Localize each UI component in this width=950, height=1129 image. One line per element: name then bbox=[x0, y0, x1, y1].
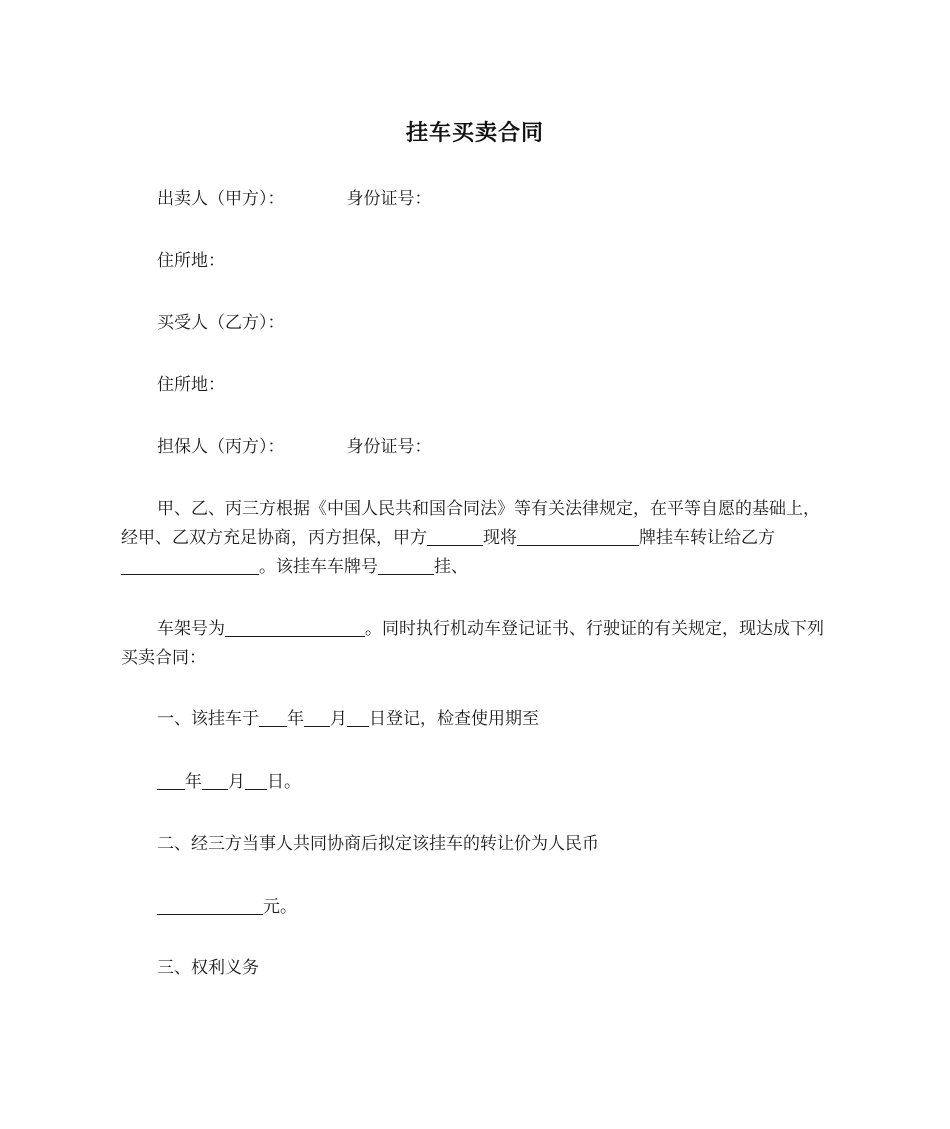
register-day-blank bbox=[347, 708, 369, 727]
buyer-address-line bbox=[157, 373, 225, 397]
seller-name-blank bbox=[427, 527, 483, 546]
clause-3-text: 三、权利义务 bbox=[157, 958, 259, 978]
plate-number-blank bbox=[378, 556, 434, 575]
buyer-line bbox=[157, 311, 285, 335]
contract-title: 挂车买卖合同 bbox=[405, 121, 544, 146]
clause-3-line bbox=[157, 956, 259, 980]
intro-paragraph bbox=[121, 495, 833, 582]
clause-2-amount-line bbox=[157, 895, 297, 919]
expiry-month-blank bbox=[202, 771, 228, 790]
clause-2-text: 二、经三方当事人共同协商后拟定该挂车的转让价为人民币 bbox=[157, 834, 599, 854]
seller-label: 出卖人（甲方）： bbox=[157, 189, 285, 209]
expiry-year-blank bbox=[157, 771, 185, 790]
clause-1-day-suffix: 日登记，检查使用期至 bbox=[369, 709, 539, 729]
seller-line bbox=[157, 187, 432, 211]
frame-paragraph bbox=[121, 615, 833, 673]
buyer-label: 买受人（乙方）： bbox=[157, 313, 285, 333]
intro-text-4: 。该挂车车牌号 bbox=[259, 557, 378, 577]
clause-1-line bbox=[157, 707, 539, 731]
frame-number-blank bbox=[225, 618, 365, 637]
buyer-address-label: 住所地： bbox=[157, 375, 225, 395]
clause-1-end-line bbox=[157, 770, 301, 794]
clause-2-amount-suffix: 元。 bbox=[263, 897, 297, 917]
intro-text-1: 甲、乙、丙三方根据《中国人民共和国合同法》等有关法律规定，在平等自愿的基础上，经甲、乙双方充足协商，丙方担保，甲方 bbox=[121, 499, 820, 548]
expiry-day-blank bbox=[245, 771, 267, 790]
clause-2-line bbox=[157, 832, 599, 856]
seller-address-label: 住所地： bbox=[157, 251, 225, 271]
frame-text-1: 车架号为 bbox=[157, 619, 225, 639]
guarantor-label: 担保人（丙方）： bbox=[157, 437, 285, 457]
seller-address-line bbox=[157, 249, 225, 273]
clause-1-end-day: 日。 bbox=[267, 772, 301, 792]
intro-text-5: 挂、 bbox=[434, 557, 468, 577]
clause-1-end-month: 月 bbox=[228, 772, 245, 792]
brand-blank bbox=[517, 527, 639, 546]
register-year-blank bbox=[259, 708, 287, 727]
price-amount-blank bbox=[157, 896, 263, 915]
intro-text-3: 牌挂车转让给乙方 bbox=[639, 528, 775, 548]
intro-text-2: 现将 bbox=[483, 528, 517, 548]
guarantor-line bbox=[157, 435, 432, 459]
seller-id-label: 身份证号： bbox=[346, 189, 432, 209]
clause-1-end-year: 年 bbox=[185, 772, 202, 792]
buyer-name-blank bbox=[121, 556, 259, 575]
guarantor-id-label: 身份证号： bbox=[346, 437, 432, 457]
clause-1-year: 年 bbox=[287, 709, 304, 729]
register-month-blank bbox=[304, 708, 330, 727]
clause-1-prefix: 一、该挂车于 bbox=[157, 709, 259, 729]
clause-1-month: 月 bbox=[330, 709, 347, 729]
frame-text-2: 。同时执行机动车登记证书、行驶证的有关规定，现达成下列买卖合同： bbox=[121, 619, 824, 668]
